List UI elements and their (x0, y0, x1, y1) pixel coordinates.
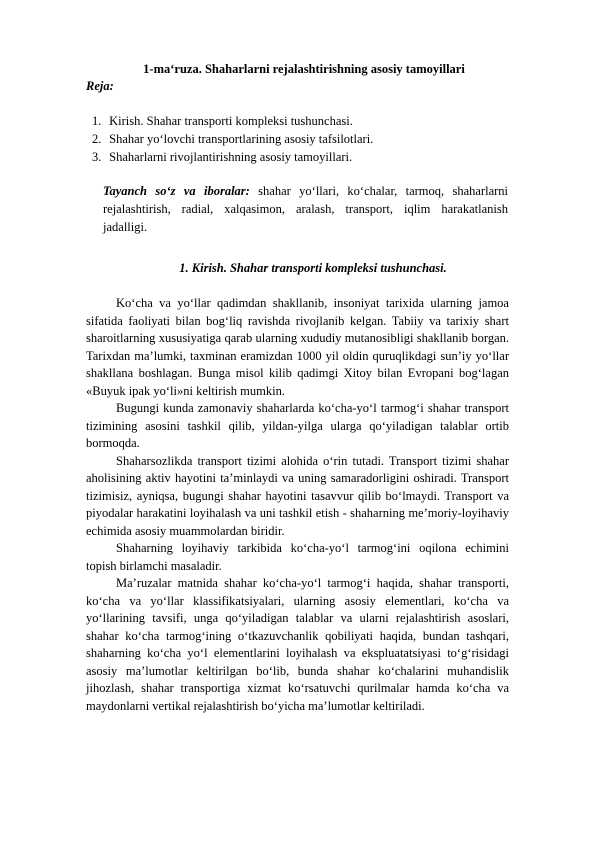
paragraph: Ma’ruzalar matnida shahar ko‘cha-yo‘l tarmog‘i haqida, shahar transporti, ko‘cha va yo‘llar klassifikatsiyalari, ularning asosiy elementlari, ko‘cha va yo‘llarining tavsifi, unga qo‘yiladigan talablar va ularni rejalashtirish asoslari, shahar ko‘cha tarmog‘ining o‘tkazuvchanlik qobiliyati haqida, bundan tashqari, shaharning ko‘cha yo‘l elementlarini loyihalash va ekspluatatsiyasi to‘g‘risidagi asosiy ma’lumotlar keltirilgan bo‘lib, bunda shahar ko‘chalarini muhandislik jihozlash, shahar transportiga xizmat ko‘rsatuvchi qurilmalar hamda ko‘cha va maydonlarni vertikal rejalashtirish bo‘yicha ma’lumotlar keltiriladi. (86, 576, 509, 713)
paragraph: Bugungi kunda zamonaviy shaharlarda ko‘cha-yo‘l tarmog‘i shahar transport tizimining asosini tashkil qilib, yildan-yilga ularga qo‘yiladigan talablar ortib bormoqda. (86, 401, 509, 450)
plan-list (92, 112, 373, 166)
plan-item (92, 148, 373, 166)
section-heading: 1. Kirish. Shahar transporti kompleksi tushunchasi. (179, 261, 447, 275)
paragraph: Ko‘cha va yo‘llar qadimdan shakllanib, insoniyat tarixida ularning jamoa sifatida faoliyati bilan bog‘liq ravishda rivojlanib kelgan. Tabiiy va tarixiy shart sharoitlarning xususiyatiga qarab ularning xududiy mutanosibligi shakllanib borgan. Tarixdan ma’lumki, taxminan eramizdan 1000 yil oldin quruqlikdagi sun’iy yo‘llar shakllana boshlagan. Bunga misol kilib qadimgi Xitoy bilan Evropani bog‘lagan «Buyuk ipak yo‘li»ni keltirish mumkin. (86, 296, 509, 398)
paragraph: Shaharsozlikda transport tizimi alohida o‘rin tutadi. Transport tizimi shahar aholisining aktiv hayotini ta’minlaydi va uning samaradorligini oshiradi. Transport tizimisiz, ayniqsa, bugungi shahar hayotini tasavvur qilib bo‘lmaydi. Transport va piyodalar harakatini loyihalash va uni tashkil etish - shaharning me’moriy-loyihaviy echimida asosiy muammolardan biridir. (86, 453, 509, 538)
plan-item-number: 2. (92, 132, 102, 146)
plan-item (92, 112, 373, 130)
plan-item (92, 130, 373, 148)
plan-item-number: 1. (92, 114, 102, 128)
body-text (86, 295, 509, 715)
keywords-block (103, 182, 508, 236)
paragraph: Shaharning loyihaviy tarkibida ko‘cha-yo‘l tarmog‘ini oqilona echimini topish birlamchi masaladir. (86, 541, 509, 573)
plan-label: Reja: (86, 79, 114, 93)
keywords-label: Tayanch so‘z va iboralar: (103, 184, 250, 198)
plan-item-number: 3. (92, 150, 102, 164)
plan-item-text: Shahar yo‘lovchi transportlarining asosiy tafsilotlari. (109, 132, 374, 146)
plan-item-text: Kirish. Shahar transporti kompleksi tushunchasi. (109, 114, 353, 128)
plan-item-text: Shaharlarni rivojlantirishning asosiy tamoyillari. (109, 150, 353, 164)
lecture-title: 1-ma‘ruza. Shaharlarni rejalashtirishning asosiy tamoyillari (143, 62, 465, 76)
keywords-text: shahar yo‘llari, ko‘chalar, tarmoq, shaharlarni rejalashtirish, radial, xalqasimon, aralash, transport, iqlim harakatlanish jadalligi. (103, 184, 509, 234)
